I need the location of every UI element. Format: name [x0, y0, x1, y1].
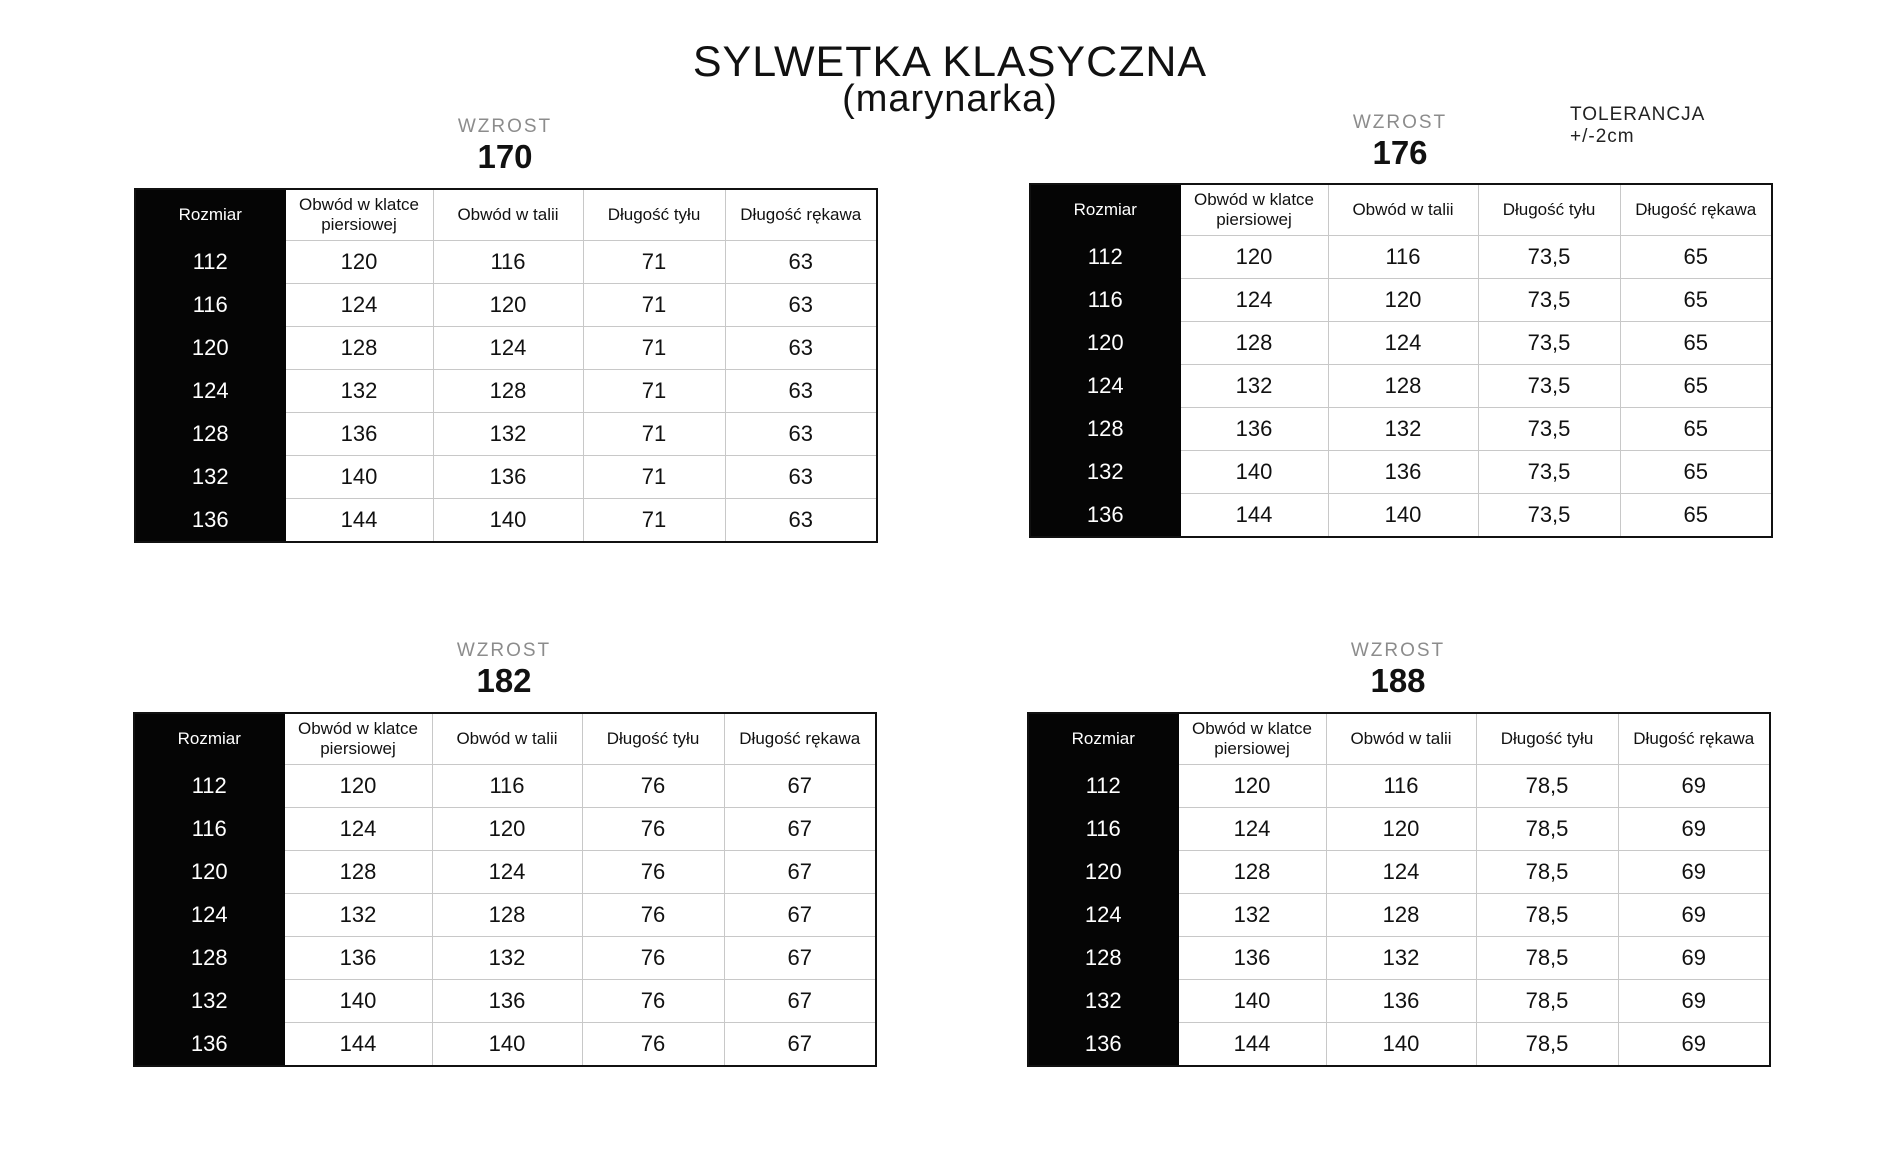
size-cell: 132 [134, 980, 284, 1023]
measurement-cell: 73,5 [1478, 451, 1620, 494]
column-header: Długość rękawa [1618, 713, 1770, 765]
measurement-cell: 128 [284, 851, 432, 894]
measurement-cell: 69 [1618, 980, 1770, 1023]
measurement-cell: 120 [1328, 279, 1478, 322]
measurement-cell: 124 [1178, 808, 1326, 851]
measurement-cell: 69 [1618, 1023, 1770, 1067]
measurement-cell: 78,5 [1476, 894, 1618, 937]
measurement-cell: 140 [285, 456, 433, 499]
measurement-cell: 140 [284, 980, 432, 1023]
height-heading [133, 636, 875, 700]
size-cell: 112 [1030, 236, 1180, 279]
measurement-cell: 132 [1326, 937, 1476, 980]
page-subtitle: (marynarka) [842, 78, 1058, 120]
measurement-cell: 63 [725, 499, 877, 543]
table-row [1030, 365, 1772, 408]
size-cell: 124 [1030, 365, 1180, 408]
measurement-cell: 136 [1328, 451, 1478, 494]
column-header: Obwód w talii [1326, 713, 1476, 765]
measurement-cell: 120 [1326, 808, 1476, 851]
column-header: Rozmiar [134, 713, 284, 765]
measurement-cell: 120 [1180, 236, 1328, 279]
table-header-row [1028, 713, 1770, 765]
measurement-cell: 140 [1180, 451, 1328, 494]
size-cell: 116 [134, 808, 284, 851]
height-value: 182 [476, 662, 532, 699]
height-label: WZROST [456, 640, 552, 661]
measurement-cell: 136 [1178, 937, 1326, 980]
column-header: Obwód w talii [432, 713, 582, 765]
measurement-cell: 67 [724, 808, 876, 851]
measurement-cell: 116 [432, 765, 582, 808]
measurement-cell: 120 [285, 241, 433, 284]
column-header: Obwód w talii [433, 189, 583, 241]
measurement-cell: 136 [1326, 980, 1476, 1023]
height-heading [134, 112, 876, 176]
measurement-cell: 63 [725, 284, 877, 327]
table-row [134, 937, 876, 980]
height-label: WZROST [457, 116, 553, 137]
measurement-cell: 73,5 [1478, 494, 1620, 538]
size-cell: 132 [135, 456, 285, 499]
measurement-cell: 116 [433, 241, 583, 284]
table-row [1028, 894, 1770, 937]
size-table [134, 188, 878, 543]
measurement-cell: 132 [285, 370, 433, 413]
table-row [135, 284, 877, 327]
measurement-cell: 128 [432, 894, 582, 937]
measurement-cell: 65 [1620, 451, 1772, 494]
size-cell: 112 [1028, 765, 1178, 808]
measurement-cell: 136 [1180, 408, 1328, 451]
table-row [135, 327, 877, 370]
measurement-cell: 78,5 [1476, 765, 1618, 808]
size-cell: 136 [134, 1023, 284, 1067]
size-table-block [1027, 636, 1769, 1067]
measurement-cell: 67 [724, 851, 876, 894]
size-cell: 120 [135, 327, 285, 370]
measurement-cell: 136 [433, 456, 583, 499]
measurement-cell: 120 [1178, 765, 1326, 808]
measurement-cell: 144 [284, 1023, 432, 1067]
measurement-cell: 78,5 [1476, 937, 1618, 980]
measurement-cell: 116 [1326, 765, 1476, 808]
size-table-block [134, 112, 876, 543]
table-row [1030, 451, 1772, 494]
height-label: WZROST [1352, 112, 1448, 133]
column-header: Rozmiar [1028, 713, 1178, 765]
table-row [1030, 494, 1772, 538]
measurement-cell: 65 [1620, 494, 1772, 538]
table-header-row [134, 713, 876, 765]
measurement-cell: 65 [1620, 365, 1772, 408]
size-cell: 120 [134, 851, 284, 894]
measurement-cell: 69 [1618, 937, 1770, 980]
table-row [135, 499, 877, 543]
measurement-cell: 144 [1178, 1023, 1326, 1067]
size-cell: 128 [135, 413, 285, 456]
measurement-cell: 124 [1326, 851, 1476, 894]
measurement-cell: 67 [724, 765, 876, 808]
measurement-cell: 124 [284, 808, 432, 851]
measurement-cell: 73,5 [1478, 322, 1620, 365]
measurement-cell: 132 [1180, 365, 1328, 408]
table-row [134, 894, 876, 937]
measurement-cell: 73,5 [1478, 236, 1620, 279]
size-cell: 116 [135, 284, 285, 327]
measurement-cell: 124 [432, 851, 582, 894]
table-header-row [135, 189, 877, 241]
measurement-cell: 71 [583, 413, 725, 456]
measurement-cell: 140 [432, 1023, 582, 1067]
measurement-cell: 71 [583, 370, 725, 413]
measurement-cell: 63 [725, 370, 877, 413]
table-row [135, 370, 877, 413]
column-header: Obwód w klatce piersiowej [1180, 184, 1328, 236]
measurement-cell: 76 [582, 851, 724, 894]
size-cell: 120 [1030, 322, 1180, 365]
measurement-cell: 132 [1178, 894, 1326, 937]
measurement-cell: 63 [725, 413, 877, 456]
measurement-cell: 136 [284, 937, 432, 980]
measurement-cell: 71 [583, 456, 725, 499]
measurement-cell: 65 [1620, 236, 1772, 279]
measurement-cell: 63 [725, 241, 877, 284]
measurement-cell: 63 [725, 327, 877, 370]
measurement-cell: 76 [582, 937, 724, 980]
size-cell: 112 [135, 241, 285, 284]
measurement-cell: 128 [1326, 894, 1476, 937]
measurement-cell: 73,5 [1478, 408, 1620, 451]
table-row [134, 1023, 876, 1067]
measurement-cell: 71 [583, 241, 725, 284]
table-row [134, 980, 876, 1023]
measurement-cell: 65 [1620, 279, 1772, 322]
table-row [1028, 980, 1770, 1023]
size-cell: 132 [1028, 980, 1178, 1023]
measurement-cell: 67 [724, 937, 876, 980]
measurement-cell: 78,5 [1476, 980, 1618, 1023]
table-row [134, 765, 876, 808]
size-cell: 136 [135, 499, 285, 543]
column-header: Rozmiar [135, 189, 285, 241]
measurement-cell: 78,5 [1476, 851, 1618, 894]
column-header: Obwód w talii [1328, 184, 1478, 236]
measurement-cell: 67 [724, 894, 876, 937]
measurement-cell: 132 [1328, 408, 1478, 451]
measurement-cell: 140 [433, 499, 583, 543]
measurement-cell: 140 [1326, 1023, 1476, 1067]
measurement-cell: 124 [285, 284, 433, 327]
measurement-cell: 128 [1178, 851, 1326, 894]
column-header: Obwód w klatce piersiowej [284, 713, 432, 765]
measurement-cell: 69 [1618, 765, 1770, 808]
size-cell: 116 [1030, 279, 1180, 322]
table-row [1028, 1023, 1770, 1067]
table-row [1028, 851, 1770, 894]
measurement-cell: 136 [285, 413, 433, 456]
measurement-cell: 120 [284, 765, 432, 808]
size-cell: 136 [1030, 494, 1180, 538]
measurement-cell: 132 [433, 413, 583, 456]
measurement-cell: 65 [1620, 322, 1772, 365]
measurement-cell: 67 [724, 980, 876, 1023]
measurement-cell: 128 [1180, 322, 1328, 365]
size-cell: 136 [1028, 1023, 1178, 1067]
measurement-cell: 78,5 [1476, 808, 1618, 851]
measurement-cell: 140 [1178, 980, 1326, 1023]
column-header: Długość rękawa [724, 713, 876, 765]
measurement-cell: 76 [582, 980, 724, 1023]
measurement-cell: 128 [1328, 365, 1478, 408]
table-row [1030, 322, 1772, 365]
size-cell: 132 [1030, 451, 1180, 494]
measurement-cell: 124 [433, 327, 583, 370]
table-row [1028, 937, 1770, 980]
table-row [1030, 279, 1772, 322]
table-row [134, 851, 876, 894]
measurement-cell: 120 [432, 808, 582, 851]
height-label: WZROST [1350, 640, 1446, 661]
measurement-cell: 132 [284, 894, 432, 937]
table-row [135, 413, 877, 456]
table-row [1030, 236, 1772, 279]
measurement-cell: 76 [582, 808, 724, 851]
column-header: Rozmiar [1030, 184, 1180, 236]
measurement-cell: 76 [582, 894, 724, 937]
measurement-cell: 71 [583, 327, 725, 370]
page-title: SYLWETKA KLASYCZNA [692, 38, 1208, 86]
column-header: Obwód w klatce piersiowej [1178, 713, 1326, 765]
size-cell: 116 [1028, 808, 1178, 851]
measurement-cell: 128 [285, 327, 433, 370]
measurement-cell: 76 [582, 1023, 724, 1067]
size-cell: 120 [1028, 851, 1178, 894]
measurement-cell: 69 [1618, 894, 1770, 937]
table-row [135, 456, 877, 499]
measurement-cell: 69 [1618, 851, 1770, 894]
size-cell: 124 [135, 370, 285, 413]
size-table [1029, 183, 1773, 538]
size-cell: 124 [134, 894, 284, 937]
measurement-cell: 140 [1328, 494, 1478, 538]
table-row [1030, 408, 1772, 451]
height-value: 188 [1370, 662, 1426, 699]
measurement-cell: 78,5 [1476, 1023, 1618, 1067]
measurement-cell: 67 [724, 1023, 876, 1067]
size-cell: 128 [1030, 408, 1180, 451]
column-header: Długość rękawa [725, 189, 877, 241]
height-heading [1027, 636, 1769, 700]
table-row [135, 241, 877, 284]
height-value: 170 [477, 138, 533, 175]
table-header-row [1030, 184, 1772, 236]
size-cell: 128 [134, 937, 284, 980]
height-value: 176 [1372, 134, 1428, 171]
measurement-cell: 73,5 [1478, 279, 1620, 322]
measurement-cell: 116 [1328, 236, 1478, 279]
measurement-cell: 76 [582, 765, 724, 808]
table-row [134, 808, 876, 851]
measurement-cell: 144 [285, 499, 433, 543]
column-header: Długość rękawa [1620, 184, 1772, 236]
measurement-cell: 73,5 [1478, 365, 1620, 408]
measurement-cell: 120 [433, 284, 583, 327]
column-header: Długość tyłu [1478, 184, 1620, 236]
measurement-cell: 124 [1180, 279, 1328, 322]
measurement-cell: 144 [1180, 494, 1328, 538]
size-table [133, 712, 877, 1067]
measurement-cell: 71 [583, 284, 725, 327]
size-cell: 112 [134, 765, 284, 808]
measurement-cell: 124 [1328, 322, 1478, 365]
measurement-cell: 132 [432, 937, 582, 980]
table-row [1028, 765, 1770, 808]
measurement-cell: 65 [1620, 408, 1772, 451]
size-cell: 124 [1028, 894, 1178, 937]
column-header: Długość tyłu [1476, 713, 1618, 765]
measurement-cell: 63 [725, 456, 877, 499]
measurement-cell: 69 [1618, 808, 1770, 851]
measurement-cell: 136 [432, 980, 582, 1023]
size-cell: 128 [1028, 937, 1178, 980]
size-table-block [1029, 108, 1771, 538]
height-heading [1029, 108, 1771, 172]
size-table [1027, 712, 1771, 1067]
column-header: Długość tyłu [582, 713, 724, 765]
column-header: Obwód w klatce piersiowej [285, 189, 433, 241]
table-row [1028, 808, 1770, 851]
size-table-block [133, 636, 875, 1067]
column-header: Długość tyłu [583, 189, 725, 241]
measurement-cell: 128 [433, 370, 583, 413]
tolerance-note: TOLERANCJA +/-2cm [1570, 104, 1705, 147]
measurement-cell: 71 [583, 499, 725, 543]
